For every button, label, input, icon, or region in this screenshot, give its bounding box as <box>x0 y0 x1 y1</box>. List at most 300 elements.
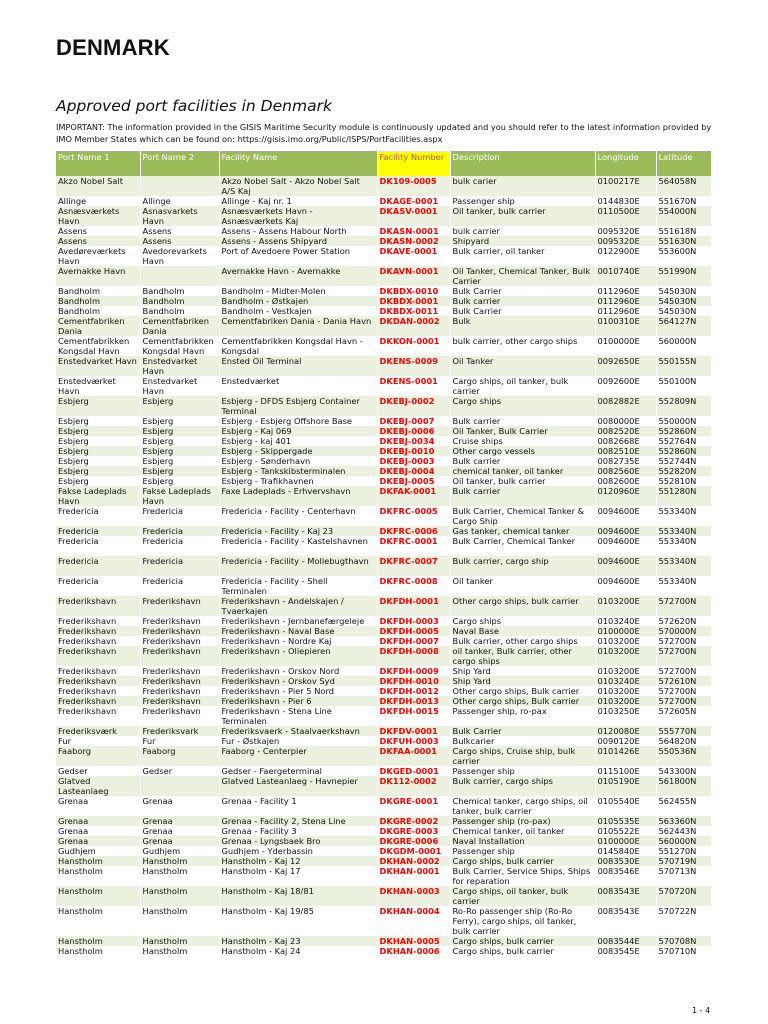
table-row <box>56 846 711 856</box>
cell-port-name-1: Faaborg <box>56 746 140 766</box>
cell-facility-name: Faaborg - Centerpier <box>219 746 377 766</box>
cell-facility-number: DKKON-0001 <box>377 336 450 356</box>
cell-description: Bulk carrier <box>450 486 595 506</box>
cell-port-name-1: Fredericia <box>56 536 140 556</box>
cell-port-name-1: Frederikshavn <box>56 596 140 616</box>
cell-description: Bulk Carrier <box>450 286 595 296</box>
cell-longitude: 0100000E <box>595 836 656 846</box>
page-number: 1 - 4 <box>692 1006 711 1015</box>
cell-facility-name: Ensted Oil Terminal <box>219 356 377 376</box>
cell-facility-number: DKFDH-0008 <box>377 646 450 666</box>
cell-port-name-2: Enstedvarket Havn <box>140 356 219 376</box>
cell-longitude: 0103200E <box>595 596 656 616</box>
cell-port-name-2: Esbjerg <box>140 466 219 476</box>
table-row <box>56 836 711 846</box>
cell-port-name-2: Fur <box>140 736 219 746</box>
cell-description: Other cargo ships, bulk carrier <box>450 596 595 616</box>
cell-facility-name: Bandholm - Vestkajen <box>219 306 377 316</box>
cell-longitude: 0082520E <box>595 426 656 436</box>
cell-description: Oil tanker, bulk carrier <box>450 206 595 226</box>
cell-port-name-1: Bandholm <box>56 296 140 306</box>
cell-facility-number: DKGRE-0006 <box>377 836 450 846</box>
cell-port-name-2: Frederikshavn <box>140 636 219 646</box>
table-row <box>56 726 711 736</box>
cell-facility-name: Bandholm - Midter-Molen <box>219 286 377 296</box>
cell-facility-name: Grenaa - Lyngsbaek Bro <box>219 836 377 846</box>
cell-facility-name: Frederikshavn - Pier 5 Nord <box>219 686 377 696</box>
cell-description: Bulk carrier, other cargo ships <box>450 636 595 646</box>
cell-port-name-1: Akzo Nobel Salt <box>56 176 140 196</box>
table-row <box>56 796 711 816</box>
cell-facility-name: Bandholm - Østkajen <box>219 296 377 306</box>
cell-facility-number: DKAVE-0001 <box>377 246 450 266</box>
cell-facility-name: Esbjerg - Esbjerg Offshore Base <box>219 416 377 426</box>
cell-description: Passenger ship, ro-pax <box>450 706 595 726</box>
col-header-latitude: Latitude <box>656 151 711 176</box>
cell-longitude: 0120080E <box>595 726 656 736</box>
cell-latitude: 551270N <box>656 846 711 856</box>
cell-facility-name: Faxe Ladeplads - Erhvervshavn <box>219 486 377 506</box>
table-row <box>56 616 711 626</box>
cell-facility-number: DKFRC-0007 <box>377 556 450 576</box>
cell-port-name-2 <box>140 776 219 796</box>
cell-latitude: 553340N <box>656 526 711 536</box>
cell-port-name-2: Hanstholm <box>140 886 219 906</box>
cell-description: Cargo ships, Cruise ship, bulk carrier <box>450 746 595 766</box>
table-row <box>56 416 711 426</box>
cell-port-name-2: Cementfabriken Dania <box>140 316 219 336</box>
table-row <box>56 466 711 476</box>
cell-longitude: 0082668E <box>595 436 656 446</box>
cell-facility-number: DKBDX-0010 <box>377 286 450 296</box>
cell-longitude: 0082600E <box>595 476 656 486</box>
table-row <box>56 686 711 696</box>
cell-facility-name: Frederiksvaerk - Staalvaerkshavn <box>219 726 377 736</box>
cell-longitude: 0103240E <box>595 676 656 686</box>
cell-port-name-2: Frederikshavn <box>140 696 219 706</box>
cell-latitude: 555770N <box>656 726 711 736</box>
cell-port-name-2: Grenaa <box>140 836 219 846</box>
cell-description: Cruise ships <box>450 436 595 446</box>
cell-longitude: 0112960E <box>595 306 656 316</box>
cell-facility-number: DKFDH-0010 <box>377 676 450 686</box>
cell-port-name-2: Frederikshavn <box>140 596 219 616</box>
cell-facility-name: Frederikshavn - Nordre Kaj <box>219 636 377 646</box>
cell-latitude: 560000N <box>656 836 711 846</box>
cell-latitude: 572700N <box>656 686 711 696</box>
cell-facility-number: DKFDH-0015 <box>377 706 450 726</box>
cell-latitude: 553340N <box>656 576 711 596</box>
cell-facility-number: DKGDM-0001 <box>377 846 450 856</box>
cell-facility-name: Gudhjem - Yderbassin <box>219 846 377 856</box>
cell-longitude: 0103200E <box>595 696 656 706</box>
cell-port-name-1: Esbjerg <box>56 466 140 476</box>
intro-paragraph: IMPORTANT: The information provided in the GISIS Maritime Security module is continuously updated and you should refer to the latest information provided by IMO Member States which can be found on: https://gisis.imo.org/Public/ISPS/PortFacilities.aspx <box>56 122 712 144</box>
cell-facility-number: DKAVN-0001 <box>377 266 450 286</box>
cell-latitude: 570722N <box>656 906 711 936</box>
cell-facility-number: DKHAN-0004 <box>377 906 450 936</box>
cell-longitude: 0090120E <box>595 736 656 746</box>
cell-longitude: 0082510E <box>595 446 656 456</box>
cell-longitude: 0100217E <box>595 176 656 196</box>
cell-port-name-2: Frederiksvark <box>140 726 219 736</box>
table-row <box>56 906 711 936</box>
page-title: DENMARK <box>56 35 170 60</box>
cell-port-name-1: Frederikshavn <box>56 706 140 726</box>
cell-port-name-1: Cementfabrikken Kongsdal Havn <box>56 336 140 356</box>
cell-port-name-1: Frederikshavn <box>56 696 140 706</box>
table-row <box>56 456 711 466</box>
table-row <box>56 646 711 666</box>
cell-facility-name: Fur - Østkajen <box>219 736 377 746</box>
cell-facility-number: DKEBJ-0010 <box>377 446 450 456</box>
cell-port-name-1: Hanstholm <box>56 936 140 946</box>
cell-description: Oil Tanker, Bulk Carrier <box>450 426 595 436</box>
cell-facility-name: Assens - Assens Habour North <box>219 226 377 236</box>
cell-longitude: 0105522E <box>595 826 656 836</box>
cell-latitude: 551280N <box>656 486 711 506</box>
cell-longitude: 0110500E <box>595 206 656 226</box>
cell-latitude: 545030N <box>656 286 711 296</box>
cell-description: Cargo ships, oil tanker, bulk carrier <box>450 886 595 906</box>
cell-facility-name: Hanstholm - Kaj 17 <box>219 866 377 886</box>
table-row <box>56 176 711 196</box>
cell-description: Ship Yard <box>450 666 595 676</box>
cell-latitude: 564127N <box>656 316 711 336</box>
cell-description: Ro-Ro passenger ship (Ro-Ro Ferry), cargo ships, oil tanker, bulk carrier <box>450 906 595 936</box>
cell-facility-number: DKFDV-0001 <box>377 726 450 736</box>
table-row <box>56 936 711 946</box>
table-row <box>56 236 711 246</box>
cell-port-name-2: Grenaa <box>140 796 219 816</box>
cell-description: Bulk carrier <box>450 296 595 306</box>
cell-latitude: 563360N <box>656 816 711 826</box>
cell-latitude: 552820N <box>656 466 711 476</box>
cell-facility-name: Gedser - Faergeterminal <box>219 766 377 776</box>
cell-port-name-1: Esbjerg <box>56 396 140 416</box>
cell-longitude: 0103240E <box>595 616 656 626</box>
cell-port-name-1: Allinge <box>56 196 140 206</box>
cell-latitude: 553600N <box>656 246 711 266</box>
cell-port-name-1: Avedøreværkets Havn <box>56 246 140 266</box>
cell-latitude: 550000N <box>656 416 711 426</box>
cell-port-name-1: Grenaa <box>56 826 140 836</box>
cell-facility-number: DKFRC-0008 <box>377 576 450 596</box>
cell-description: Oil tanker, bulk carrier <box>450 476 595 486</box>
table-row <box>56 636 711 646</box>
cell-port-name-1: Grenaa <box>56 796 140 816</box>
table-row <box>56 296 711 306</box>
cell-port-name-2: Frederikshavn <box>140 686 219 696</box>
table-row <box>56 286 711 296</box>
cell-description: bulk carrier, other cargo ships <box>450 336 595 356</box>
cell-port-name-2: Esbjerg <box>140 396 219 416</box>
cell-facility-name: Esbjerg - Tankskibsterminalen <box>219 466 377 476</box>
cell-longitude: 0082560E <box>595 466 656 476</box>
cell-facility-name: Frederikshavn - Andelskajen / Tvaerkajen <box>219 596 377 616</box>
cell-port-name-1: Gudhjem <box>56 846 140 856</box>
cell-description: bulk carier <box>450 176 595 196</box>
cell-port-name-2: Bandholm <box>140 306 219 316</box>
cell-port-name-1: Esbjerg <box>56 436 140 446</box>
cell-facility-number: DKHAN-0005 <box>377 936 450 946</box>
cell-description: Bulk Carrier <box>450 726 595 736</box>
cell-facility-name: Cementfabrikken Kongsdal Havn - Kongsdal <box>219 336 377 356</box>
cell-facility-number: DKENS-0009 <box>377 356 450 376</box>
cell-facility-number: DKEBJ-0002 <box>377 396 450 416</box>
cell-facility-number: DKFRC-0005 <box>377 506 450 526</box>
cell-facility-number: DKASN-0001 <box>377 226 450 236</box>
table-row <box>56 676 711 686</box>
cell-longitude: 0100000E <box>595 626 656 636</box>
cell-port-name-1: Esbjerg <box>56 476 140 486</box>
cell-latitude: 552744N <box>656 456 711 466</box>
cell-port-name-1: Avernakke Havn <box>56 266 140 286</box>
cell-facility-number: DKHAN-0003 <box>377 886 450 906</box>
table-row <box>56 866 711 886</box>
cell-facility-name: Hanstholm - Kaj 18/81 <box>219 886 377 906</box>
cell-facility-number: DK112-0002 <box>377 776 450 796</box>
cell-description: Passenger ship <box>450 766 595 776</box>
cell-port-name-1: Frederikshavn <box>56 646 140 666</box>
cell-facility-name: Esbjerg - kaj 401 <box>219 436 377 446</box>
cell-facility-number: DKBDX-0011 <box>377 306 450 316</box>
cell-facility-number: DKGED-0001 <box>377 766 450 776</box>
cell-port-name-2: Fredericia <box>140 536 219 556</box>
cell-port-name-1: Frederikshavn <box>56 686 140 696</box>
cell-facility-number: DKGRE-0002 <box>377 816 450 826</box>
cell-facility-name: Esbjerg - Skippergade <box>219 446 377 456</box>
cell-facility-number: DKEBJ-0034 <box>377 436 450 446</box>
cell-port-name-2: Faaborg <box>140 746 219 766</box>
table-row <box>56 816 711 826</box>
cell-port-name-2: Gudhjem <box>140 846 219 856</box>
cell-port-name-1: Hanstholm <box>56 946 140 956</box>
cell-port-name-1: Hanstholm <box>56 866 140 886</box>
cell-description: Oil Tanker, Chemical Tanker, Bulk Carrier <box>450 266 595 286</box>
cell-facility-number: DKFRC-0001 <box>377 536 450 556</box>
cell-facility-name: Frederikshavn - Naval Base <box>219 626 377 636</box>
cell-description: Cargo ships, oil tanker, bulk carrier <box>450 376 595 396</box>
cell-port-name-1: Frederikshavn <box>56 666 140 676</box>
cell-longitude: 0094600E <box>595 506 656 526</box>
cell-facility-name: Allinge - Kaj nr. 1 <box>219 196 377 206</box>
cell-port-name-1: Cementfabriken Dania <box>56 316 140 336</box>
cell-port-name-2: Hanstholm <box>140 946 219 956</box>
table-row <box>56 246 711 266</box>
col-header-port-name-1: Port Name 1 <box>56 151 140 176</box>
cell-facility-name: Akzo Nobel Salt - Akzo Nobel Salt A/S Kaj <box>219 176 377 196</box>
cell-port-name-1: Glatved Lasteanlaeg <box>56 776 140 796</box>
table-row <box>56 746 711 766</box>
cell-description: Bulk carrier <box>450 416 595 426</box>
cell-facility-number: DKHAN-0001 <box>377 866 450 886</box>
cell-description: Cargo ships <box>450 396 595 416</box>
cell-longitude: 0094600E <box>595 526 656 536</box>
cell-port-name-2: Esbjerg <box>140 416 219 426</box>
table-row <box>56 946 711 956</box>
cell-port-name-1: Esbjerg <box>56 446 140 456</box>
col-header-facility-number: Facility Number <box>377 151 450 176</box>
cell-longitude: 0105535E <box>595 816 656 826</box>
table-row <box>56 736 711 746</box>
table-row <box>56 766 711 776</box>
table-row <box>56 626 711 636</box>
cell-facility-name: Esbjerg - Kaj 069 <box>219 426 377 436</box>
cell-longitude: 0083545E <box>595 946 656 956</box>
cell-longitude: 0103200E <box>595 646 656 666</box>
cell-facility-name: Fredericia - Facility - Centerhavn <box>219 506 377 526</box>
cell-description: Bulk Carrier, Service Ships, Ships for reparation <box>450 866 595 886</box>
cell-facility-number: DKEBJ-0006 <box>377 426 450 436</box>
cell-description: Bulk carrier <box>450 456 595 466</box>
cell-description: Bulk carrier, cargo ship <box>450 556 595 576</box>
cell-facility-name: Port of Avedoere Power Station <box>219 246 377 266</box>
cell-facility-name: Assens - Assens Shipyard <box>219 236 377 246</box>
cell-facility-number: DKBDX-0001 <box>377 296 450 306</box>
cell-description: Other cargo vessels <box>450 446 595 456</box>
cell-longitude: 0122900E <box>595 246 656 266</box>
cell-port-name-2 <box>140 266 219 286</box>
cell-facility-number: DKFDH-0013 <box>377 696 450 706</box>
table-row <box>56 706 711 726</box>
cell-port-name-2: Gedser <box>140 766 219 776</box>
cell-facility-number: DKFDH-0001 <box>377 596 450 616</box>
table-row <box>56 226 711 236</box>
cell-facility-number: DKFDH-0005 <box>377 626 450 636</box>
cell-longitude: 0080000E <box>595 416 656 426</box>
table-row <box>56 526 711 536</box>
cell-description: Other cargo ships, Bulk carrier <box>450 696 595 706</box>
cell-facility-name: Fredericia - Facility - Mollebugthavn <box>219 556 377 576</box>
cell-port-name-2: Frederikshavn <box>140 626 219 636</box>
cell-facility-name: Avernakke Havn - Avernakke <box>219 266 377 286</box>
cell-port-name-1: Hanstholm <box>56 856 140 866</box>
cell-latitude: 551670N <box>656 196 711 206</box>
cell-latitude: 552810N <box>656 476 711 486</box>
table-row <box>56 556 711 576</box>
cell-port-name-2 <box>140 176 219 196</box>
cell-facility-name: Frederikshavn - Orskov Syd <box>219 676 377 686</box>
cell-longitude: 0083544E <box>595 936 656 946</box>
cell-longitude: 0010740E <box>595 266 656 286</box>
cell-port-name-1: Hanstholm <box>56 906 140 936</box>
cell-longitude: 0082735E <box>595 456 656 466</box>
cell-facility-name: Esbjerg - DFDS Esbjerg Container Terminal <box>219 396 377 416</box>
cell-description: Oil Tanker <box>450 356 595 376</box>
cell-longitude: 0094600E <box>595 556 656 576</box>
cell-latitude: 572700N <box>656 696 711 706</box>
cell-longitude: 0092650E <box>595 356 656 376</box>
cell-longitude: 0120960E <box>595 486 656 506</box>
cell-latitude: 572700N <box>656 666 711 676</box>
cell-facility-number: DKEBJ-0004 <box>377 466 450 476</box>
cell-facility-number: DKASN-0002 <box>377 236 450 246</box>
cell-port-name-2: Fredericia <box>140 506 219 526</box>
cell-longitude: 0095320E <box>595 236 656 246</box>
table-row <box>56 666 711 676</box>
table-row <box>56 306 711 316</box>
cell-longitude: 0144830E <box>595 196 656 206</box>
cell-facility-name: Hanstholm - Kaj 23 <box>219 936 377 946</box>
cell-facility-number: DKFDH-0007 <box>377 636 450 646</box>
cell-port-name-1: Esbjerg <box>56 456 140 466</box>
cell-facility-number: DKFAK-0001 <box>377 486 450 506</box>
cell-longitude: 0112960E <box>595 286 656 296</box>
cell-latitude: 551630N <box>656 236 711 246</box>
cell-description: Bulk carrier, oil tanker <box>450 246 595 266</box>
cell-port-name-1: Esbjerg <box>56 416 140 426</box>
cell-description: Bulk Carrier, Chemical Tanker & Cargo Ship <box>450 506 595 526</box>
cell-longitude: 0092600E <box>595 376 656 396</box>
cell-latitude: 550155N <box>656 356 711 376</box>
cell-facility-name: Hanstholm - Kaj 19/85 <box>219 906 377 936</box>
cell-latitude: 572610N <box>656 676 711 686</box>
cell-longitude: 0095320E <box>595 226 656 236</box>
col-header-facility-name: Facility Name <box>219 151 377 176</box>
cell-facility-number: DKGRE-0003 <box>377 826 450 836</box>
cell-port-name-2: Avedorevarkets Havn <box>140 246 219 266</box>
cell-facility-name: Hanstholm - Kaj 24 <box>219 946 377 956</box>
cell-port-name-1: Enstedvarket Havn <box>56 356 140 376</box>
table-row <box>56 446 711 456</box>
table-row <box>56 506 711 526</box>
cell-facility-number: DKEBJ-0007 <box>377 416 450 426</box>
cell-facility-number: DKEBJ-0003 <box>377 456 450 466</box>
cell-port-name-1: Frederikshavn <box>56 626 140 636</box>
cell-port-name-2: Esbjerg <box>140 476 219 486</box>
cell-latitude: 570708N <box>656 936 711 946</box>
cell-port-name-2: Frederikshavn <box>140 706 219 726</box>
cell-longitude: 0100000E <box>595 336 656 356</box>
cell-port-name-2: Frederikshavn <box>140 646 219 666</box>
cell-port-name-2: Fredericia <box>140 556 219 576</box>
cell-facility-number: DK109-0005 <box>377 176 450 196</box>
cell-latitude: 551990N <box>656 266 711 286</box>
cell-description: Cargo ships, bulk carrier <box>450 946 595 956</box>
table-row <box>56 316 711 336</box>
cell-port-name-2: Hanstholm <box>140 906 219 936</box>
cell-port-name-1: Fredericia <box>56 526 140 536</box>
cell-facility-name: Fredericia - Facility - Kaj 23 <box>219 526 377 536</box>
cell-latitude: 562455N <box>656 796 711 816</box>
cell-facility-name: Grenaa - Facility 2, Stena Line <box>219 816 377 826</box>
cell-facility-name: Frederikshavn - Jernbanefærgeleje <box>219 616 377 626</box>
cell-port-name-2: Fredericia <box>140 576 219 596</box>
cell-port-name-2: Bandholm <box>140 286 219 296</box>
table-row <box>56 376 711 396</box>
cell-port-name-2: Hanstholm <box>140 856 219 866</box>
cell-latitude: 570710N <box>656 946 711 956</box>
table-row <box>56 196 711 206</box>
table-row <box>56 596 711 616</box>
cell-facility-number: DKFDH-0009 <box>377 666 450 676</box>
cell-facility-name: Hanstholm - Kaj 12 <box>219 856 377 866</box>
cell-description: Cargo ships <box>450 616 595 626</box>
col-header-longitude: Longitude <box>595 151 656 176</box>
cell-latitude: 572700N <box>656 636 711 646</box>
cell-latitude: 572700N <box>656 646 711 666</box>
cell-facility-number: DKFAA-0001 <box>377 746 450 766</box>
section-heading: Approved port facilities in Denmark <box>56 97 332 115</box>
cell-description: Oil tanker <box>450 576 595 596</box>
cell-latitude: 570713N <box>656 866 711 886</box>
cell-latitude: 572620N <box>656 616 711 626</box>
table-row <box>56 886 711 906</box>
cell-latitude: 560000N <box>656 336 711 356</box>
cell-port-name-2: Bandholm <box>140 296 219 306</box>
cell-port-name-1: Grenaa <box>56 836 140 846</box>
